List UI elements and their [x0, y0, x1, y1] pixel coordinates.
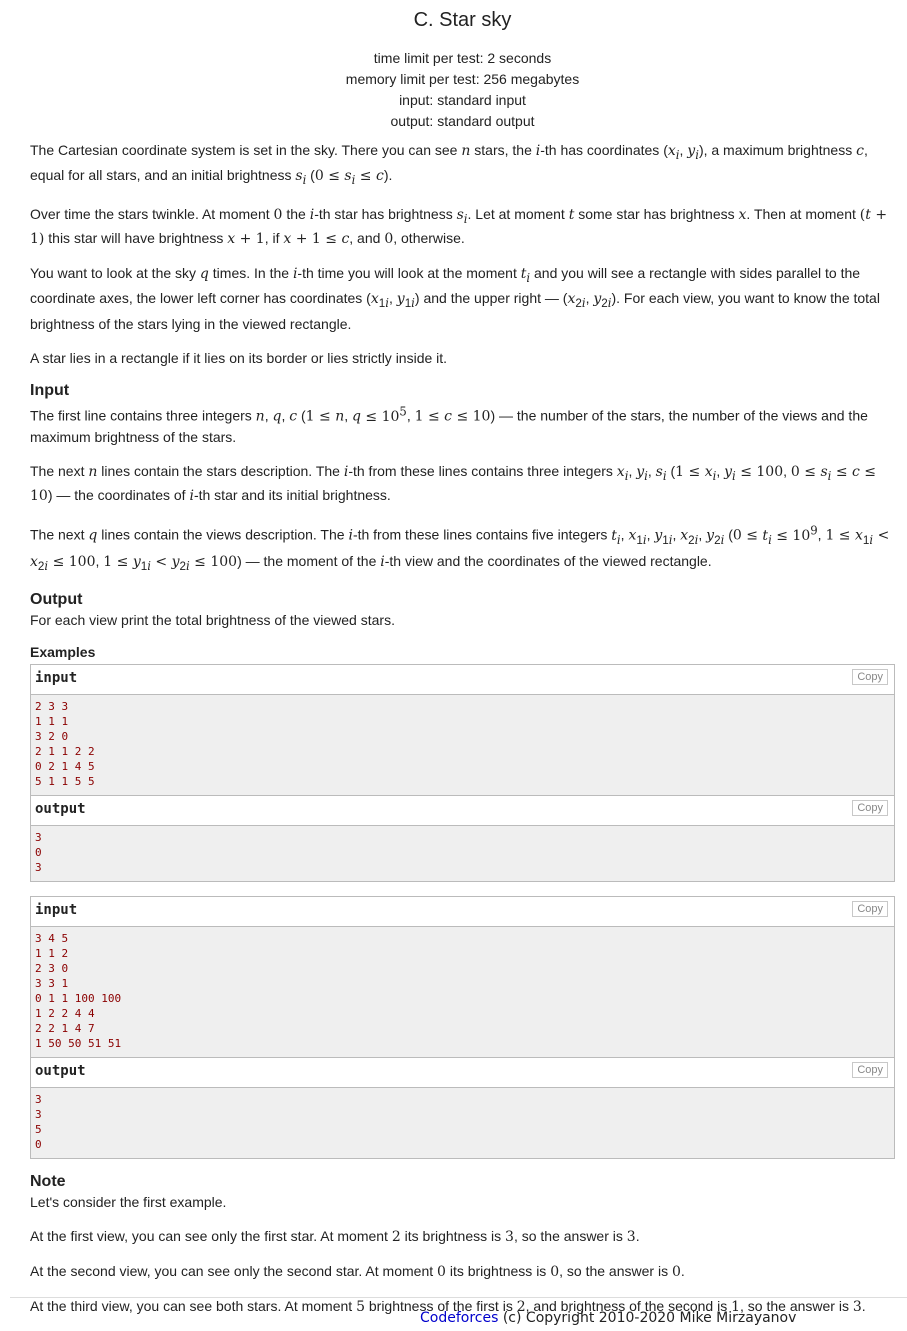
- note-paragraph: At the third view, you can see both stars. At moment 5 brightness of the first is 2, and brightness of the second is 1, so the answer is 3.: [30, 1297, 866, 1315]
- copy-input-button[interactable]: Copy: [852, 669, 888, 685]
- input-paragraph: The next n lines contain the stars description. The i-th from these lines contains three integers $x_i$, $y_i$, $s_i$ ($1 \le x_i$, $y_i \le 100$, $0 \le s_i \le c \le 10$) — the coordinates of i-th star and its initial brightness.: [30, 462, 877, 505]
- legend: [30, 140, 895, 368]
- note-paragraph: At the first view, you can see only the first star. At moment 2 its brightness is 3, so the answer is 3.: [30, 1227, 640, 1245]
- note-paragraph: Let's consider the first example.: [30, 1193, 227, 1210]
- output-section-title: Output: [30, 590, 83, 608]
- output-paragraph: For each view print the total brightness of the viewed stars.: [30, 611, 395, 628]
- input-specification: [30, 401, 895, 577]
- footer-divider: [10, 1297, 907, 1298]
- copy-output-button[interactable]: Copy: [852, 1062, 888, 1078]
- problem-header: [30, 8, 895, 132]
- memory-limit: memory limit per test: 256 megabytes: [345, 71, 580, 87]
- note-section-title: Note: [30, 1172, 66, 1190]
- copyright-text: (c) Copyright 2010-2020 Mike Mirzayanov: [498, 1310, 797, 1326]
- sample-input-label: input: [35, 669, 78, 686]
- time-limit: time limit per test: 2 seconds: [373, 50, 552, 66]
- sample-output-label: output: [35, 800, 86, 817]
- sample-input-header: [31, 897, 894, 927]
- copy-output-button[interactable]: Copy: [852, 800, 888, 816]
- copy-input-button[interactable]: Copy: [852, 901, 888, 917]
- sample-output: 3 3 5 0: [31, 1088, 894, 1158]
- sample-output-header: [31, 1057, 894, 1088]
- output-specification: [30, 610, 895, 630]
- sample-test-1: [30, 664, 895, 882]
- legend-paragraph: A star lies in a rectangle if it lies on its border or lies strictly inside it.: [30, 349, 448, 366]
- sample-output-label: output: [35, 1062, 86, 1079]
- sample-input: 2 3 3 1 1 1 3 2 0 2 1 1 2 2 0 2 1 4 5 5 1 1 5 5: [31, 695, 894, 795]
- note-paragraph: At the second view, you can see only the second star. At moment 0 its brightness is 0, so the answer is 0.: [30, 1262, 685, 1280]
- codeforces-link[interactable]: Codeforces: [420, 1310, 499, 1326]
- problem-statement: [30, 0, 895, 1331]
- sample-output: 3 0 3: [31, 826, 894, 881]
- problem-title: C. Star sky: [413, 9, 512, 31]
- input-paragraph: The first line contains three integers n, q, c (1 ≤ n, $q \le 10^5$, 1 ≤ c ≤ 10) — the number of the stars, the number of the views and the maximum brightness of the stars.: [30, 403, 868, 445]
- sample-input-header: [31, 665, 894, 695]
- sample-test-2: [30, 896, 895, 1159]
- sample-output-header: [31, 795, 894, 826]
- output-file: output: standard output: [390, 113, 535, 129]
- legend-paragraph: You want to look at the sky q times. In the i-th time you will look at the moment $t_i$ and you will see a rectangle with sides parallel to the coordinate axes, the lower left corner has coordinates ($x_{1i}$, $y_{1i}$) and the upper right — ($x_{2i}$, $y_{2i}$). For each view, you want to know the total brightness of the stars lying in the viewed rectangle.: [30, 265, 880, 332]
- examples-title: Examples: [30, 643, 96, 660]
- legend-paragraph: Over time the stars twinkle. At moment 0 the i-th star has brightness $s_i$. Let at moment t some star has brightness x. Then at moment (t + 1) this star will have brightness x + 1, if x + 1 ≤ c, and 0, otherwise.: [30, 205, 888, 248]
- input-paragraph: The next q lines contain the views description. The i-th from these lines contains five integers $t_i$, $x_{1i}$, $y_{1i}$, $x_{2i}$, $y_{2i}$ ($0 \le t_i \le 10^9$, $1 \le x_{1i} < x_{2i} \le 100$, $1 \le y_{1i} < y_{2i} \le 100$) — the moment of the i-th view and the coordinates of the viewed rectangle.: [30, 523, 890, 573]
- legend-paragraph: The Cartesian coordinate system is set in the sky. There you can see n stars, the i-th has coordinates ($x_i$, $y_i$), a maximum brightness c, equal for all stars, and an initial brightness $s_i$ $(0 \le s_i \le c)$.: [30, 142, 868, 187]
- input-file: input: standard input: [399, 92, 526, 108]
- sample-input-label: input: [35, 901, 78, 918]
- input-section-title: Input: [30, 381, 70, 399]
- sample-input: 3 4 5 1 1 2 2 3 0 3 3 1 0 1 1 100 100 1 2 2 4 4 2 2 1 4 7 1 50 50 51 51: [31, 927, 894, 1057]
